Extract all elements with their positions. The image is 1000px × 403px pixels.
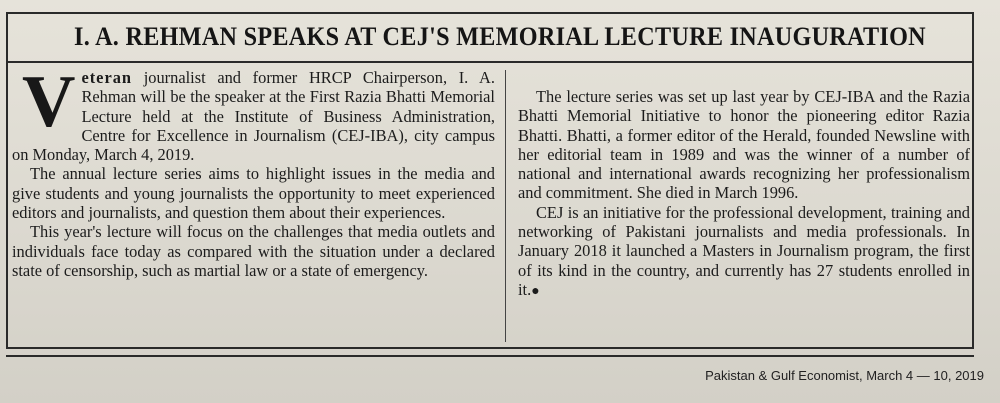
headline: I. A. REHMAN SPEAKS AT CEJ'S MEMORIAL LECTURE INAUGURATION	[74, 22, 926, 51]
paragraph-4: The lecture series was set up last year by CEJ-IBA and the Razia Bhatti Memorial Initiative to honor the pioneering editor Razia Bhatti. Bhatti, a former editor of the Herald, founded Newsline with her editorial team in 1989 and was the winner of a number of national and international awards recognizing her professionalism and commitment. She died in March 1996.	[518, 87, 970, 203]
paragraph-2: The annual lecture series aims to highlight issues in the media and give students and young journalists the opportunity to meet experienced editors and journalists, and question them about their experiences.	[12, 164, 495, 223]
paragraph-5-text: CEJ is an initiative for the professional development, training and networking of Pakistani journalists and media professionals. In January 2018 it launched a Masters in Journalism program, the first of its kind in the country, and currently has 27 students enrolled in it.	[518, 202, 970, 299]
drop-cap: V	[22, 61, 76, 143]
paragraph-1	[12, 61, 495, 165]
paragraph-5	[518, 203, 970, 301]
lead-word: eteran	[81, 68, 133, 87]
paragraph-1-text: journalist and former HRCP Chairperson, I. A. Rehman will be the speaker at the First Razia Bhatti Memorial Lecture held at the Institute of Business Administration, Centre for Excellence in Journalism (CEJ-IBA), city campus on Monday, March 4, 2019.	[12, 68, 495, 165]
end-mark-icon: ●	[531, 283, 540, 299]
column-right	[518, 87, 970, 301]
publication-credit: Pakistan & Gulf Economist, March 4 — 10, 2019	[705, 368, 984, 383]
paragraph-3: This year's lecture will focus on the challenges that media outlets and individuals face today as compared with the situation under a declared state of censorship, such as martial law or a state of emergency.	[12, 222, 495, 280]
headline-rule	[6, 61, 974, 63]
column-divider	[505, 70, 506, 342]
column-left	[12, 61, 495, 280]
footer-rule	[6, 355, 974, 357]
